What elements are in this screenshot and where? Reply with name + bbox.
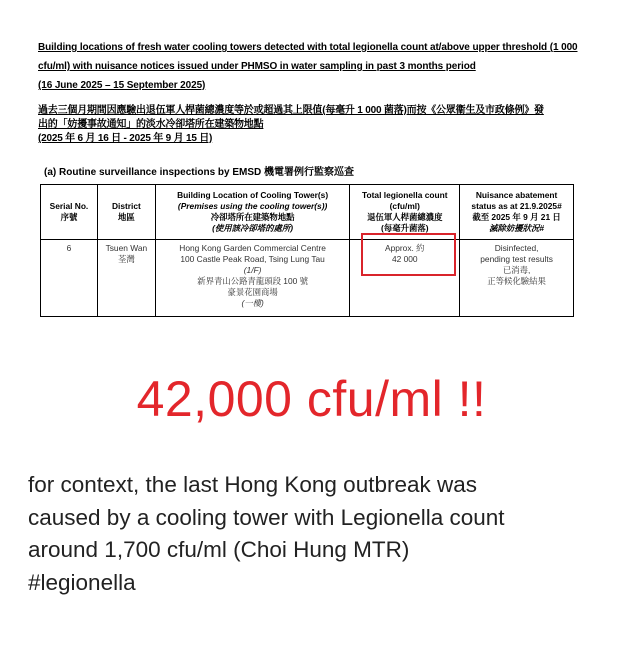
- header-status-en2: status as at 21.9.2025#: [471, 201, 562, 211]
- header-serial-zh: 序號: [60, 212, 78, 222]
- district-en: Tsuen Wan: [105, 243, 148, 253]
- headline: 42,000 cfu/ml !!: [136, 371, 487, 427]
- header-district-zh: 地區: [117, 212, 135, 222]
- context-line-2: caused by a cooling tower with Legionella count: [28, 504, 505, 530]
- location-zh3: (一樓): [241, 298, 264, 308]
- header-location-en: Building Location of Cooling Tower(s): [177, 190, 329, 200]
- header-district: [97, 185, 155, 240]
- header-count-en1: Total legionella count: [362, 190, 448, 200]
- title-english: [38, 38, 583, 95]
- count-label: Approx. 約: [384, 243, 425, 253]
- title-zh-line-1: 過去三個月期間因應驗出退伍軍人桿菌總濃度等於或超過其上限值(每毫升 1 000 菌落)而按《公眾衞生及市政條例》發: [38, 105, 544, 116]
- title-en-line-3: (16 June 2025 – 15 September 2025): [38, 80, 206, 91]
- context-line-1: for context, the last Hong Kong outbreak was: [28, 472, 478, 497]
- highlight-box: [361, 233, 456, 276]
- location-en2: 100 Castle Peak Road, Tsing Lung Tau: [180, 254, 325, 264]
- header-location-sub-en: (Premises using the cooling tower(s)): [177, 201, 328, 211]
- status-2: pending test results: [480, 254, 553, 264]
- section-heading: (a) Routine surveillance inspections by EMSD 機電署例行監察巡查: [44, 167, 355, 178]
- cell-status: [460, 240, 574, 317]
- location-zh1: 新界青山公路青龍頭段 100 號: [197, 276, 308, 286]
- location-en3: (1/F): [243, 265, 262, 275]
- header-status-zh1: 截至 2025 年 9 月 21 日: [472, 212, 561, 222]
- header-count-zh2: (每毫升菌落): [381, 223, 429, 233]
- cell-location: [155, 240, 350, 317]
- table-header-row: [41, 185, 574, 240]
- title-zh-line-2: 出的「妨擾事故通知」的淡水冷卻塔所在建築物地點: [38, 119, 264, 130]
- header-serial-en: Serial No.: [49, 201, 89, 211]
- hashtag[interactable]: #legionella: [28, 569, 136, 595]
- context-line-3: around 1,700 cfu/ml (Choi Hung MTR): [28, 537, 410, 562]
- title-en-line-2: cfu/ml) with nuisance notices issued under PHMSO in water sampling in past 3 months period: [38, 61, 476, 72]
- title-chinese: [38, 104, 586, 146]
- header-location: [155, 185, 350, 240]
- location-en1: Hong Kong Garden Commercial Centre: [179, 243, 326, 253]
- district-zh: 荃灣: [117, 254, 135, 264]
- status-4: 正等候化驗結果: [487, 276, 546, 286]
- context-text: [28, 469, 608, 599]
- header-count-en2: (cfu/ml): [389, 201, 420, 211]
- header-status: [460, 185, 574, 240]
- header-district-en: District: [111, 201, 141, 211]
- header-location-sub-zh: (使用該冷卻塔的處所): [212, 223, 294, 233]
- status-3: 已消毒,: [502, 265, 531, 275]
- header-count: [350, 185, 460, 240]
- title-zh-line-3: (2025 年 6 月 16 日 - 2025 年 9 月 15 日): [38, 133, 213, 144]
- location-zh2: 豪景花園商場: [227, 287, 278, 297]
- cooling-tower-table: [40, 184, 574, 317]
- header-location-zh: 冷卻塔所在建築物地點: [210, 212, 295, 222]
- count-value: 42 000: [391, 254, 418, 264]
- header-serial: [41, 185, 98, 240]
- table-row: [41, 240, 574, 317]
- title-en-line-1: Building locations of fresh water cooling towers detected with total legionella count at/above upper threshold (1 000: [38, 42, 578, 53]
- header-count-zh1: 退伍軍人桿菌總濃度: [367, 212, 443, 222]
- header-status-en1: Nuisance abatement: [475, 190, 558, 200]
- cell-district: [97, 240, 155, 317]
- status-1: Disinfected,: [494, 243, 539, 253]
- header-status-zh2: 滅除妨擾狀況#: [489, 223, 545, 233]
- cell-serial: 6: [41, 240, 98, 317]
